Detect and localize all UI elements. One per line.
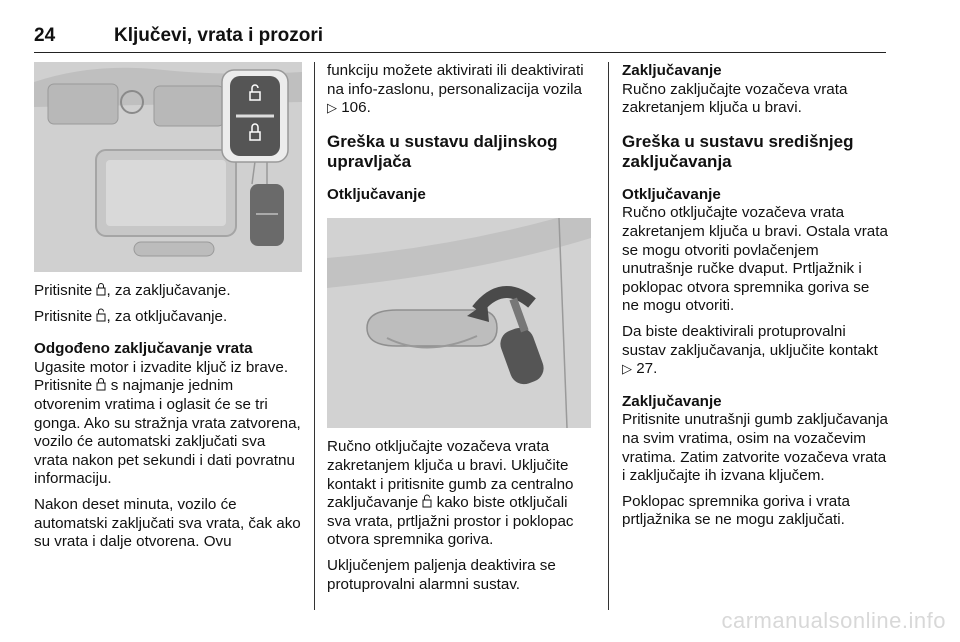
page-header xyxy=(34,22,886,53)
page-reference-arrow-icon: ▷ xyxy=(327,100,337,116)
central-lock-text: Pritisnite unutrašnji gumb zaključavanja na svim vratima, osim na vozačevim vratima. Zatim zatvorite vozačeva vrata i zaključajte ih izvana ključem. xyxy=(622,411,888,485)
deactivate-text: Da biste deaktivirali protuprovalni sustav zaključavanja, uključite kontakt ▷ 27. xyxy=(622,322,878,378)
manual-lock-text: Ručno zaključajte vozačeva vrata zakretanjem ključa u bravi. xyxy=(622,80,848,117)
delayed-lock-heading: Odgođeno zaključavanje vrata xyxy=(34,340,253,358)
alarm-text: Uključenjem paljenja deaktivira se protuprovalni alarmni sustav. xyxy=(327,556,556,593)
column-divider xyxy=(608,62,609,610)
column-2 xyxy=(327,62,595,601)
unlock-instruction: Pritisnite , za otključavanje. xyxy=(34,307,228,325)
remote-fault-heading: Greška u sustavu daljinskog upravljača xyxy=(327,131,558,171)
watermark: carmanualsonline.info xyxy=(721,608,946,633)
door-handle-key-illustration xyxy=(327,218,591,428)
delayed-lock-text: Ugasite motor i izvadite ključ iz brave. Pritisnite s najmanje jednim otvorenim vratima i oglasit će se tri gonga. Ako su stražnja vrata zatvorena, vozilo će automatski zaključati sva vrata nakon pet sekundi i dati povratnu informaciju. xyxy=(34,358,301,488)
personalization-text: funkciju možete aktivirati ili deaktivirati na info-zaslonu, personalizacija vozila ▷ 106. xyxy=(327,62,584,117)
central-unlock-text: Ručno otključajte vozačeva vrata zakretanjem ključa u bravi. Ostala vrata se mogu otvoriti povlačenjem unutrašnje ručke dvaput. Prtljažnik i poklopac otvora spremnika goriva se ne mogu otvoriti. xyxy=(622,204,888,315)
lock-subheading: Zaključavanje xyxy=(622,62,722,79)
unlock-icon xyxy=(96,308,106,322)
fuel-flap-text: Poklopac spremnika goriva i vrata prtljažnika se ne mogu zaključati. xyxy=(622,492,850,529)
unlock-subheading: Otključavanje xyxy=(622,185,721,203)
delayed-lock-note: Nakon deset minuta, vozilo će automatski zaključati sva vrata, čak ako su vrata i dalje otvorena. Ovu xyxy=(34,495,301,551)
lock-subheading: Zaključavanje xyxy=(622,392,722,410)
column-3 xyxy=(622,62,888,537)
page-number: 24 xyxy=(34,25,56,46)
page-reference-arrow-icon: ▷ xyxy=(622,361,632,377)
central-lock-fault-heading: Greška u sustavu središnjeg zaključavanja xyxy=(622,131,854,171)
lock-instruction: Pritisnite , za zaključavanje. xyxy=(34,282,231,299)
manual-unlock-text: Ručno otključajte vozačeva vrata zakretanjem ključa u bravi. Uključite kontakt i pritisnite gumb za centralno zaključavanje kako biste otključali sva vrata, prtljažni prostor i poklopac otvora spremnika goriva. xyxy=(327,438,574,549)
lock-icon xyxy=(96,282,106,296)
dashboard-illustration xyxy=(34,62,302,272)
column-divider xyxy=(314,62,315,610)
chapter-title: Ključevi, vrata i prozori xyxy=(114,25,324,46)
lock-icon xyxy=(96,377,106,391)
column-1 xyxy=(34,62,302,559)
unlock-icon xyxy=(422,494,432,508)
unlock-subheading: Otključavanje xyxy=(327,185,426,203)
